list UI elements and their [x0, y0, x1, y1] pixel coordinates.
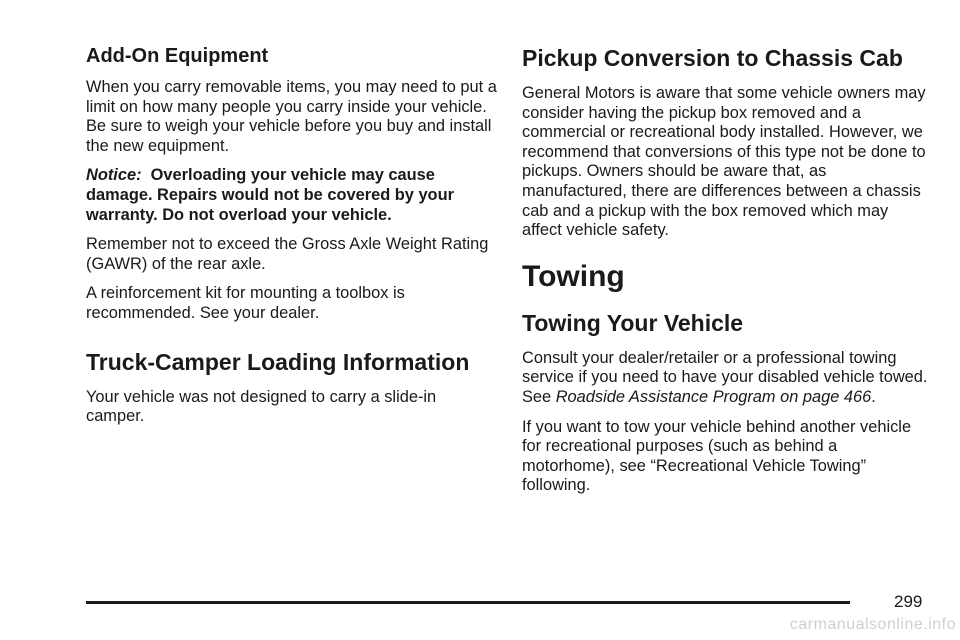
towing-paragraph-2: If you want to tow your vehicle behind another vehicle for recreational purposes (such as behind a motorhome), see “Recreational Vehicle Towing” following.: [522, 417, 912, 495]
right-column: [522, 44, 932, 506]
watermark: carmanualsonline.info: [789, 616, 956, 633]
towing-paragraph-1-text: Consult your dealer/retailer or a professional towing service if you need to have your disabled vehicle towed. See: [522, 348, 928, 406]
left-column: [86, 44, 498, 437]
page-number: 299: [894, 592, 923, 611]
roadside-assistance-link[interactable]: Roadside Assistance Program on page 466: [555, 387, 872, 406]
pickup-conversion-heading: Pickup Conversion to Chassis Cab: [522, 45, 903, 71]
towing-paragraph-1: [522, 349, 932, 408]
add-on-paragraph-1: When you carry removable items, you may need to put a limit on how many people you carry inside your vehicle. Be sure to weigh your vehicle before you buy and install the new equipment.: [86, 78, 497, 155]
notice-text: Overloading your vehicle may cause damage. Repairs would not be covered by your warranty. Do not overload your vehicle.: [86, 166, 454, 224]
notice-label: Notice:: [86, 166, 142, 185]
footer-rule: [86, 601, 850, 604]
notice-paragraph: [86, 166, 498, 225]
towing-paragraph-1-end: .: [871, 387, 876, 406]
pickup-conversion-paragraph: General Motors is aware that some vehicle owners may consider having the pickup box removed and a commercial or recreational body installed. However, we recommend that conversions of this type not be done to pickups. Owners should be aware that, as manufactured, there are differences between a chassis cab and a pickup with the box removed which may affect vehicle safety.: [522, 84, 926, 240]
towing-your-vehicle-heading: Towing Your Vehicle: [522, 309, 744, 336]
add-on-equipment-heading: Add-On Equipment: [86, 45, 269, 67]
towing-heading: Towing: [522, 259, 625, 293]
add-on-paragraph-2: Remember not to exceed the Gross Axle Weight Rating (GAWR) of the rear axle.: [86, 235, 489, 273]
truck-camper-heading: Truck-Camper Loading Information: [86, 348, 470, 375]
add-on-paragraph-3: A reinforcement kit for mounting a toolbox is recommended. See your dealer.: [86, 284, 405, 322]
truck-camper-paragraph: Your vehicle was not designed to carry a slide-in camper.: [86, 387, 437, 426]
